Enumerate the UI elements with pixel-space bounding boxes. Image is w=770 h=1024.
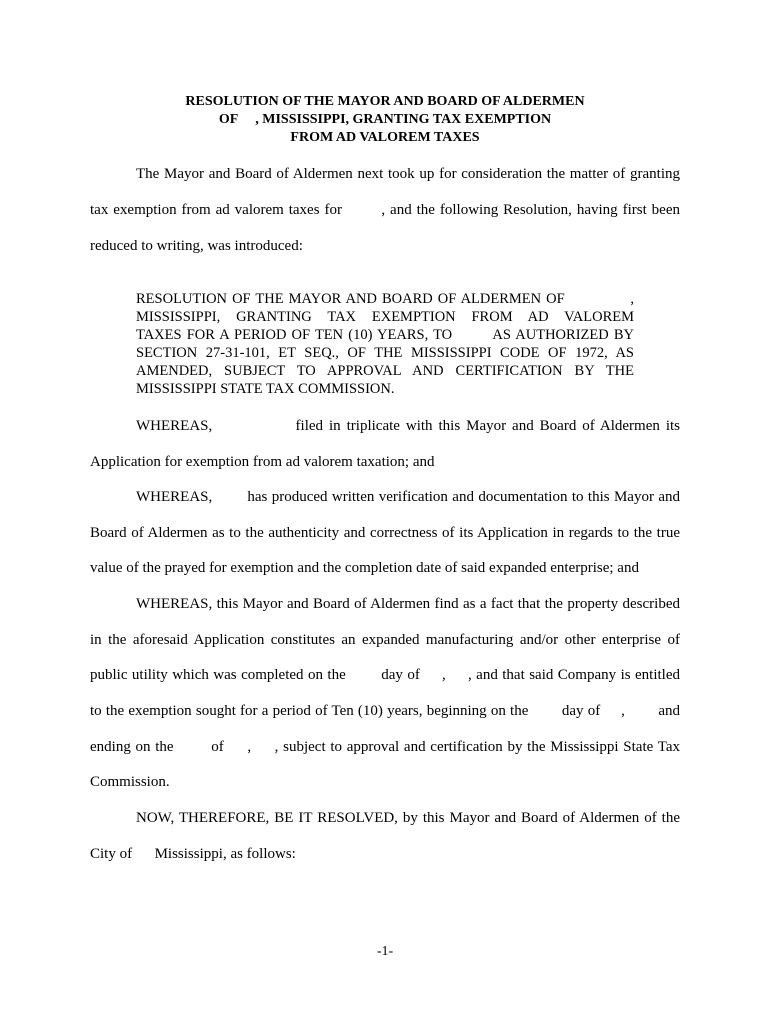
- whereas-2-line-1: WHEREAS, has produced written verification and documentation to this Mayor and: [136, 489, 680, 505]
- whereas-2-line-2: Board of Aldermen as to the authenticity and correctness of its Application in regards to the true: [90, 525, 680, 541]
- title-line-3: FROM AD VALOREM TAXES: [290, 130, 480, 145]
- resolution-block: [136, 290, 634, 398]
- whereas-2-line-3: value of the prayed for exemption and the completion date of said expanded enterprise; and: [90, 560, 639, 576]
- whereas-3-line-2: in the aforesaid Application constitutes an expanded manufacturing and/or other enterprise of: [90, 632, 680, 648]
- whereas-3-line-4: to the exemption sought for a period of Ten (10) years, beginning on the day of , and: [90, 703, 680, 719]
- title-line-2: OF , MISSISSIPPI, GRANTING TAX EXEMPTION: [218, 112, 552, 127]
- resolution-block-line-1: RESOLUTION OF THE MAYOR AND BOARD OF ALDERMEN OF ,: [136, 291, 634, 307]
- resolution-title: [80, 93, 690, 147]
- resolution-block-line-2: MISSISSIPPI, GRANTING TAX EXEMPTION FROM AD VALOREM: [136, 309, 634, 325]
- resolution-block-line-3: TAXES FOR A PERIOD OF TEN (10) YEARS, TO AS AUTHORIZED BY: [136, 327, 634, 343]
- resolved-line-2: City of Mississippi, as follows:: [90, 846, 296, 862]
- intro-line-1: The Mayor and Board of Aldermen next took up for consideration the matter of granting: [136, 166, 680, 182]
- resolution-block-line-6: MISSISSIPPI STATE TAX COMMISSION.: [136, 381, 395, 397]
- resolved-line-1: NOW, THEREFORE, BE IT RESOLVED, by this Mayor and Board of Aldermen of the: [136, 810, 680, 826]
- whereas-3-line-5: ending on the of , , subject to approval and certification by the Mississippi State Tax: [90, 739, 680, 755]
- intro-line-3: reduced to writing, was introduced:: [90, 238, 303, 254]
- title-line-1: RESOLUTION OF THE MAYOR AND BOARD OF ALDERMEN: [185, 94, 585, 109]
- resolution-block-line-5: AMENDED, SUBJECT TO APPROVAL AND CERTIFICATION BY THE: [136, 363, 634, 379]
- whereas-3-line-3: public utility which was completed on the day of , , and that said Company is entitled: [90, 667, 680, 683]
- whereas-1-line-2: Application for exemption from ad valorem taxation; and: [90, 454, 435, 470]
- whereas-3-line-1: WHEREAS, this Mayor and Board of Aldermen find as a fact that the property described: [136, 596, 680, 612]
- whereas-3-line-6: Commission.: [90, 774, 170, 790]
- whereas-1-line-1: WHEREAS, filed in triplicate with this Mayor and Board of Aldermen its: [136, 418, 680, 434]
- page-number: -1-: [376, 944, 394, 959]
- resolution-block-line-4: SECTION 27-31-101, ET SEQ., OF THE MISSISSIPPI CODE OF 1972, AS: [136, 345, 634, 361]
- intro-line-2: tax exemption from ad valorem taxes for , and the following Resolution, having first been: [90, 202, 680, 218]
